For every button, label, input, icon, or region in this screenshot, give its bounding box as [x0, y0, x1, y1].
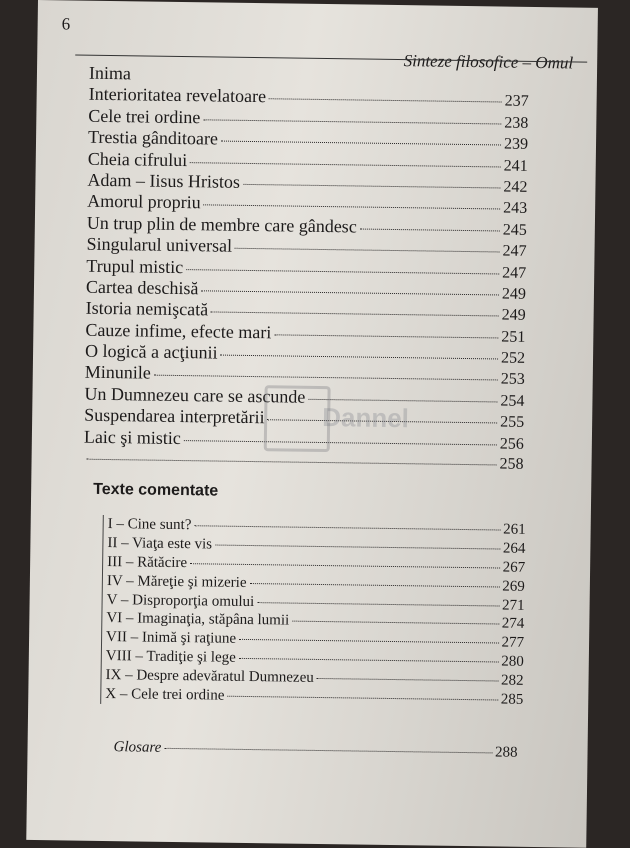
- toc-entry-page: 285: [500, 691, 524, 708]
- dot-leader: [239, 658, 499, 663]
- toc-entry-page: 251: [501, 328, 526, 346]
- toc-entry-title: Un trup plin de membre care gândesc: [86, 212, 357, 237]
- toc-entry-title: VIII – Tradiţie şi lege: [105, 648, 236, 667]
- toc-entry-title: VI – Imaginaţia, stăpâna lumii: [106, 610, 290, 630]
- toc-entry-page: 247: [502, 242, 527, 260]
- toc-entry-title: Inima: [88, 62, 132, 84]
- toc-entry-page: 254: [500, 392, 525, 410]
- toc-entry-title: Adam – Iisus Hristos: [87, 169, 241, 192]
- running-head: Sinteze filosofice – Omul: [403, 51, 574, 73]
- toc-entry-title: Trupul mistic: [86, 255, 184, 277]
- toc-entry-title: Laic şi mistic: [83, 426, 182, 448]
- toc-entry-page: 282: [500, 672, 524, 689]
- dot-leader: [227, 696, 497, 701]
- dot-leader: [221, 141, 501, 146]
- toc-entry-page: 249: [501, 306, 526, 325]
- toc-entry-page: 239: [503, 135, 529, 154]
- toc-entry-page: 237: [504, 92, 529, 111]
- toc-entry-page: 267: [502, 559, 526, 576]
- toc-entry-title: II – Viaţa este vis: [107, 534, 213, 553]
- dot-leader: [154, 375, 498, 381]
- toc-entry-title: Cartea deschisă: [85, 276, 199, 299]
- toc-entry-title: Interioritatea revelatoare: [88, 84, 267, 107]
- toc-entry-page: 255: [500, 413, 525, 432]
- dot-leader: [186, 269, 499, 274]
- toc-entry-page: 238: [504, 114, 529, 132]
- dot-leader: [317, 678, 498, 682]
- dot-leader: [274, 334, 498, 338]
- toc-entry-page: 258: [499, 455, 524, 473]
- book-page: [26, 0, 598, 848]
- dot-leader: [164, 748, 492, 754]
- commented-texts-list: [100, 515, 526, 710]
- toc-entry-title: Istoria nemişcată: [85, 297, 209, 320]
- toc-entry-page: 277: [501, 634, 525, 652]
- dot-leader: [87, 459, 497, 466]
- toc-entry-page: 243: [503, 199, 528, 218]
- dot-leader: [190, 563, 500, 568]
- dot-leader: [269, 99, 502, 103]
- toc-entry-title: Minunile: [84, 362, 151, 384]
- toc-entry-title: Cauze infime, efecte mari: [85, 319, 272, 342]
- toc-entry-page: 264: [502, 540, 526, 557]
- dot-leader: [215, 544, 500, 549]
- toc-entry-title: IX – Despre adevăratul Dumnezeu: [105, 667, 314, 687]
- dot-leader: [360, 228, 500, 231]
- toc-entry-page: 274: [501, 615, 525, 633]
- toc-entry-title: Cele trei ordine: [88, 105, 201, 128]
- toc-entry-title: I – Cine sunt?: [107, 516, 192, 534]
- toc-entry-page: 242: [503, 178, 528, 196]
- toc-entry-title: Suspendarea interpretării: [84, 404, 265, 428]
- toc-entry-title: Trestia gânditoare: [87, 126, 219, 149]
- dot-leader: [190, 162, 501, 167]
- toc-entry-title: X – Cele trei ordine: [105, 686, 225, 704]
- dot-leader: [211, 312, 499, 317]
- toc-entry-page: 261: [503, 521, 526, 538]
- toc-entry-page: 241: [503, 157, 528, 175]
- toc-entry-page: 256: [499, 435, 524, 453]
- toc-entry-page: 252: [500, 349, 526, 367]
- toc-row: [113, 737, 517, 764]
- toc-entry-title: IV – Măreţie şi mizerie: [106, 572, 247, 591]
- toc-entry-title: O logică a acţiunii: [84, 340, 218, 363]
- toc-entry-page: 280: [501, 653, 524, 671]
- dot-leader: [204, 205, 501, 210]
- toc-entry-page: 253: [500, 370, 525, 389]
- toc-entry-title: Amorul propriu: [87, 191, 201, 213]
- watermark-logo-icon: [264, 385, 331, 452]
- dot-leader: [194, 525, 500, 530]
- toc-entry-page: 271: [501, 597, 525, 614]
- dot-leader: [184, 440, 497, 445]
- dot-leader: [250, 583, 500, 587]
- toc-entry-title: Glosare: [113, 739, 162, 756]
- dot-leader: [221, 355, 499, 360]
- section-heading: Texte comentate: [93, 480, 219, 500]
- toc-entry-page: 245: [502, 221, 527, 239]
- toc-entry-page: 269: [502, 578, 525, 595]
- toc-entry-page: 249: [501, 285, 527, 303]
- toc-entry-title: Singularul universal: [86, 233, 233, 256]
- dot-leader: [292, 621, 499, 625]
- dot-leader: [201, 290, 499, 295]
- toc-entry-title: III – Rătăcire: [107, 553, 188, 571]
- glossary-entry: [113, 737, 517, 764]
- dot-leader: [235, 248, 500, 253]
- toc-entry-title: VII – Inimă şi raţiune: [105, 629, 237, 648]
- toc-entry-title: Cheia cifrului: [87, 148, 188, 170]
- dot-leader: [239, 639, 499, 644]
- dot-leader: [257, 602, 499, 606]
- toc-entry-title: Un Dumnezeu care se ascunde: [84, 383, 306, 407]
- toc-entry-page: 288: [494, 744, 518, 761]
- page-number: 6: [61, 14, 71, 34]
- dot-leader: [203, 119, 501, 124]
- toc-entry-page: 247: [502, 264, 527, 282]
- watermark-text: Dannel: [321, 402, 410, 434]
- dot-leader: [243, 184, 500, 189]
- toc-entry-title: V – Disproporţia omului: [106, 591, 255, 610]
